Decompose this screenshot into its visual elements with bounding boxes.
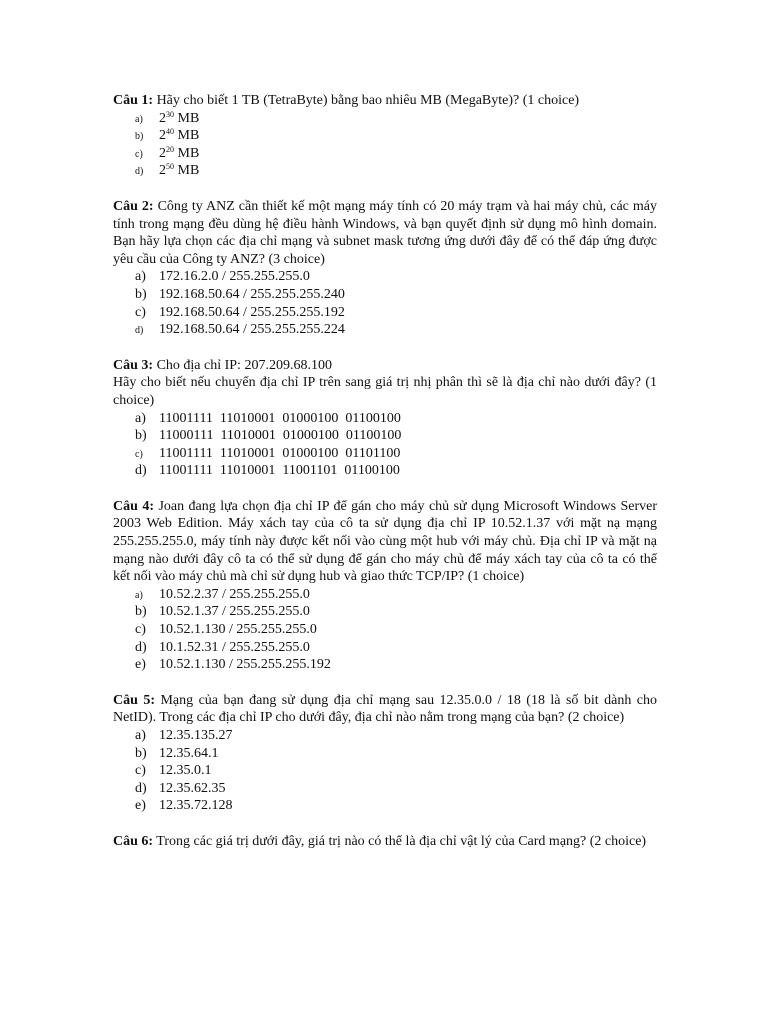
option-item: [135, 286, 657, 304]
question-text: [113, 833, 657, 851]
exam-page: [113, 92, 657, 869]
option-base: 2: [159, 110, 166, 126]
option-item: [135, 656, 657, 674]
option-exponent: 30: [166, 109, 174, 119]
option-item: [135, 304, 657, 322]
option-letter: c): [135, 148, 143, 160]
option-unit: MB: [174, 110, 200, 126]
question-label: Câu 4:: [113, 498, 154, 514]
question-body: Công ty ANZ cần thiết kế một mạng máy tính có 20 máy trạm và hai máy chủ, các máy tính trong mạng đều dùng hệ điều hành Windows, và bạn quyết định sử dụng mô hình domain. Bạn hãy lựa chọn các địa chỉ mạng và subnet mask tương ứng dưới đây để có thể đáp ứng được yêu cầu của Công ty ANZ? (3 choice): [113, 198, 657, 267]
option-exponent: 50: [166, 162, 174, 172]
question-6: [113, 833, 657, 851]
option-text: 192.168.50.64 / 255.255.255.224: [159, 322, 345, 338]
option-text: 12.35.72.128: [159, 798, 233, 814]
option-item: [135, 762, 657, 780]
option-base: 2: [159, 128, 166, 144]
option-item: [135, 603, 657, 621]
option-text: [159, 162, 199, 180]
question-body: Hãy cho biết 1 TB (TetraByte) bằng bao nhiêu MB (MegaByte)? (1 choice): [153, 93, 580, 108]
option-letter: a): [135, 269, 146, 285]
option-letter: c): [135, 448, 143, 460]
question-text: [113, 198, 657, 268]
question-text: [113, 357, 657, 375]
question-3: [113, 357, 657, 480]
option-text: 12.35.135.27: [159, 728, 233, 743]
option-letter: c): [135, 763, 146, 779]
option-letter: e): [135, 798, 146, 814]
option-text: 12.35.0.1: [159, 763, 212, 779]
question-label: Câu 1:: [113, 93, 154, 108]
option-text: 192.168.50.64 / 255.255.255.192: [159, 304, 345, 320]
option-letter: d): [135, 463, 147, 479]
option-item: [135, 727, 657, 745]
question-5: [113, 692, 657, 815]
option-letter: d): [135, 780, 147, 796]
question-label: Câu 2:: [113, 198, 154, 214]
option-letter: a): [135, 113, 143, 125]
option-letter: d): [135, 166, 144, 178]
option-unit: MB: [174, 163, 200, 179]
question-text-line-2: Hãy cho biết nếu chuyển địa chỉ IP trên sang giá trị nhị phân thì sẽ là địa chỉ nào dưới đây? (1 choice): [113, 375, 657, 408]
option-list: [113, 727, 657, 815]
option-text: 10.52.1.130 / 255.255.255.0: [159, 622, 317, 638]
option-letter: b): [135, 428, 147, 444]
option-item: [135, 110, 657, 128]
option-item: [135, 797, 657, 815]
option-item: [135, 621, 657, 639]
option-exponent: 40: [166, 127, 174, 137]
option-exponent: 20: [166, 144, 174, 154]
question-label: Câu 5:: [113, 692, 156, 708]
question-4: [113, 498, 657, 674]
question-body: Joan đang lựa chọn địa chỉ IP để gán cho máy chủ sử dụng Microsoft Windows Server 2003 Web Edition. Máy xách tay của cô ta sử dụng địa chỉ IP 10.52.1.37 với mặt nạ mạng 255.255.255.0, máy tính này được kết nối vào cùng một hub với máy chủ. Địa chỉ IP và mặt nạ mạng nào dưới đây cô ta có thể sử dụng để gán cho máy chủ để máy xách tay của cô ta có thể kết nối vào máy chủ mà chỉ sử dụng hub và giao thức TCP/IP? (1 choice): [113, 498, 657, 585]
option-letter: c): [135, 622, 146, 638]
option-text: 12.35.62.35: [159, 780, 226, 796]
option-item: [135, 427, 657, 445]
question-text: [113, 692, 657, 727]
option-text: 192.168.50.64 / 255.255.255.240: [159, 286, 345, 302]
option-letter: a): [135, 728, 146, 743]
question-body: Cho địa chỉ IP: 207.209.68.100: [153, 357, 332, 373]
question-text: [113, 498, 657, 586]
option-letter: b): [135, 604, 147, 620]
option-unit: MB: [174, 128, 200, 144]
question-label: Câu 3:: [113, 357, 154, 373]
option-base: 2: [159, 145, 166, 161]
option-unit: MB: [174, 145, 200, 161]
option-text: [159, 127, 199, 145]
option-list: [113, 586, 657, 674]
option-item: [135, 745, 657, 763]
option-item: [135, 127, 657, 145]
question-label: Câu 6:: [113, 833, 154, 849]
question-1: [113, 92, 657, 180]
option-item: [135, 462, 657, 480]
option-item: [135, 586, 657, 604]
option-letter: a): [135, 410, 146, 426]
option-base: 2: [159, 163, 166, 179]
option-letter: b): [135, 131, 144, 143]
option-list: [113, 268, 657, 338]
option-letter: d): [135, 325, 144, 337]
option-item: [135, 162, 657, 180]
option-text: 11000111 11010001 01000100 01100100: [159, 428, 402, 444]
option-text: [159, 110, 199, 128]
option-text: 10.52.1.37 / 255.255.255.0: [159, 604, 310, 620]
option-item: [135, 268, 657, 286]
option-item: [135, 145, 657, 163]
option-text: 11001111 11010001 11001101 01100100: [159, 463, 400, 479]
option-list: [113, 110, 657, 180]
option-letter: c): [135, 304, 146, 320]
option-letter: b): [135, 745, 147, 761]
option-text: 10.52.2.37 / 255.255.255.0: [159, 586, 310, 602]
option-text: 10.1.52.31 / 255.255.255.0: [159, 639, 310, 655]
option-letter: b): [135, 286, 147, 302]
option-text: 11001111 11010001 01000100 01101100: [159, 445, 401, 461]
option-letter: e): [135, 657, 146, 673]
option-text: 172.16.2.0 / 255.255.255.0: [159, 269, 310, 285]
question-text: [113, 92, 657, 110]
option-item: [135, 445, 657, 463]
option-letter: d): [135, 639, 147, 655]
question-body: Trong các giá trị dưới đây, giá trị nào có thể là địa chỉ vật lý của Card mạng? (2 choice): [153, 833, 647, 849]
question-body: Mạng của bạn đang sử dụng địa chỉ mạng sau 12.35.0.0 / 18 (18 là số bit dành cho NetID). Trong các địa chỉ IP cho dưới đây, địa chỉ nào nằm trong mạng của bạn? (2 choice): [113, 692, 657, 726]
option-text: [159, 145, 199, 163]
option-item: [135, 321, 657, 339]
option-item: [135, 410, 657, 428]
option-item: [135, 780, 657, 798]
option-letter: a): [135, 589, 143, 601]
option-text: 11001111 11010001 01000100 01100100: [159, 410, 401, 426]
question-2: [113, 198, 657, 339]
option-list: [113, 410, 657, 480]
option-text: 10.52.1.130 / 255.255.255.192: [159, 657, 331, 673]
option-text: 12.35.64.1: [159, 745, 219, 761]
option-item: [135, 639, 657, 657]
